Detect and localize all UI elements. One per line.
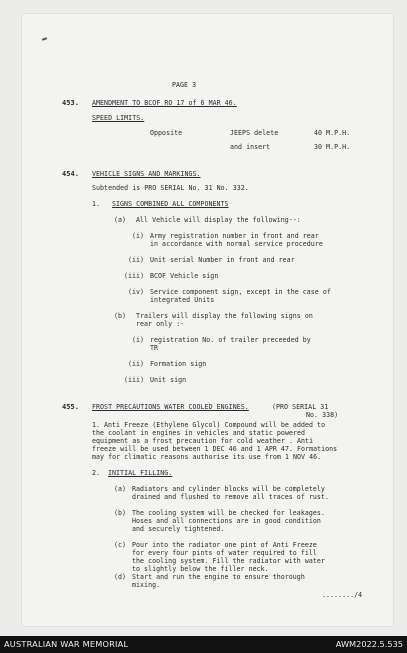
item-b-line2: rear only :- (136, 320, 185, 328)
filling-c-line1: Pour into the radiator one pint of Anti Freeze (132, 541, 317, 549)
filling-c-line2: for every four pints of water required to fill (132, 549, 317, 557)
section-455-ref-line2: No. 338) (306, 411, 339, 419)
continuation-marker: ......../4 (322, 591, 363, 599)
document-page (22, 14, 393, 626)
filling-d-line1: Start and run the engine to ensure thorough (132, 573, 305, 581)
filling-c-label: (c) (114, 541, 127, 549)
section-455-number: 455. (62, 403, 80, 411)
item-a-iii-text: BCOF Vehicle sign (150, 272, 219, 280)
section-455-para1-line3: equipment as a frost precaution for cold weather . Anti (92, 437, 314, 445)
pen-mark (42, 37, 47, 41)
archive-footer-bar (0, 636, 407, 653)
section-454-para1-number: 1. (92, 200, 101, 208)
item-b-i-label: (i) (132, 336, 145, 344)
filling-a-label: (a) (114, 485, 127, 493)
filling-a-line1: Radiators and cylinder blocks will be completely (132, 485, 325, 493)
filling-b-label: (b) (114, 509, 127, 517)
filling-c-line3: the cooling system. Fill the radiator with water (132, 557, 325, 565)
filling-c-line4: to slightly below the filler neck. (132, 565, 269, 573)
speed-limits-heading: SPEED LIMITS. (92, 114, 145, 122)
item-b-iii-label: (iii) (124, 376, 145, 384)
page-label: PAGE 3 (172, 81, 197, 89)
item-b-ii-text: Formation sign (150, 360, 207, 368)
filling-b-line1: The cooling system will be checked for leakages. (132, 509, 325, 517)
speed-row1-col2: JEEPS delete (230, 129, 279, 137)
section-455-para1-number: 1. (92, 421, 101, 429)
item-a-ii-text: Unit serial Number in front and rear (150, 256, 295, 264)
filling-b-line2: Hoses and all connections are in good condition (132, 517, 321, 525)
item-a-iii-label: (iii) (124, 272, 145, 280)
speed-row1-col3: 40 M.P.H. (314, 129, 351, 137)
item-a-iv-line1: Service component sign, except in the case of (150, 288, 331, 296)
initial-filling-heading: INITIAL FILLING. (108, 469, 173, 477)
item-a-iv-line2: integrated Units (150, 296, 215, 304)
item-b-line1: Trailers will display the following signs on (136, 312, 313, 320)
section-454-number: 454. (62, 170, 80, 178)
speed-row1-col1: Opposite (150, 129, 183, 137)
section-455-para1-line4: freeze will be used between 1 DEC 46 and 1 APR 47. Formations (92, 445, 338, 453)
item-a-text: All Vehicle will display the following--: (136, 216, 301, 224)
section-454-title: VEHICLE SIGNS AND MARKINGS. (92, 170, 201, 178)
archive-name: AUSTRALIAN WAR MEMORIAL (4, 639, 129, 649)
filling-d-label: (d) (114, 573, 127, 581)
filling-d-line2: mixing. (132, 581, 161, 589)
item-a-ii-label: (ii) (128, 256, 145, 264)
item-a-i-label: (i) (132, 232, 145, 240)
item-b-label: (b) (114, 312, 127, 320)
item-a-iv-label: (iv) (128, 288, 145, 296)
section-454-para1-heading: SIGNS COMBINED ALL COMPONENTS (112, 200, 229, 208)
item-a-i-line1: Army registration number in front and rear (150, 232, 319, 240)
section-454-superseded: Subtended is PRO SERIAL No. 31 No. 332. (92, 184, 249, 192)
item-b-iii-text: Unit sign (150, 376, 187, 384)
item-a-label: (a) (114, 216, 127, 224)
section-455-title: FROST PRECAUTIONS WATER COOLED ENGINES. (92, 403, 249, 411)
speed-row2-col2: and insert (230, 143, 271, 151)
filling-b-line3: and securely tightened. (132, 525, 225, 533)
section-455-para2-number: 2. (92, 469, 101, 477)
section-453-number: 453. (62, 99, 80, 107)
section-455-ref-line1: (PRO SERIAL 31 (272, 403, 329, 411)
item-b-i-line1: registration No. of trailer preceeded by (150, 336, 311, 344)
archive-reference: AWM2022.5.535 (335, 639, 403, 649)
filling-a-line2: drained and flushed to remove all traces of rust. (132, 493, 329, 501)
speed-row2-col3: 30 M.P.H. (314, 143, 351, 151)
item-a-i-line2: in accordance with normal service procedure (150, 240, 323, 248)
section-455-para1-line1: Anti Freeze (Ethylene Glycol) Compound will be added to (104, 421, 326, 429)
item-b-i-line2: TR (150, 344, 159, 352)
section-455-para1-line5: may for climatic reasons authorise its use from 1 NOV 46. (92, 453, 322, 461)
item-b-ii-label: (ii) (128, 360, 145, 368)
section-453-title: AMENDMENT TO BCOF RO 17 of 6 MAR 46. (92, 99, 237, 107)
section-455-para1-line2: the coolant in engines in vehicles and static powered (92, 429, 306, 437)
